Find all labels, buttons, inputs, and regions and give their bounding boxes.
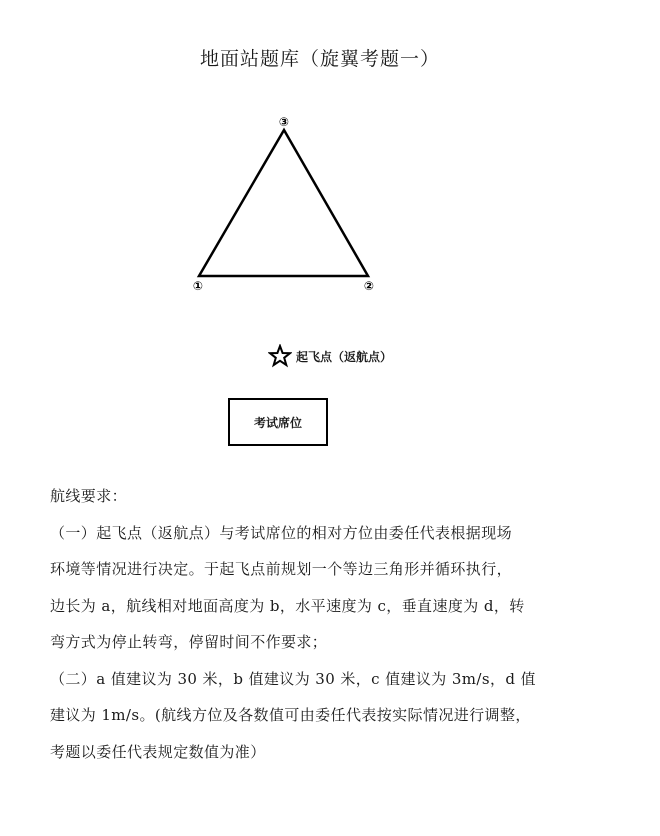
page-title: 地面站题库（旋翼考题一）	[199, 48, 440, 70]
requirement-line: 建议为 1m/s。(航线方位及各数值可由委任代表按实际情况进行调整，	[50, 706, 531, 724]
requirement-line: 考题以委任代表规定数值为准）	[50, 742, 266, 761]
takeoff-point-marker	[268, 344, 392, 368]
requirement-line: 弯方式为停止转弯，停留时间不作要求；	[50, 633, 328, 651]
route-requirements	[50, 478, 610, 770]
requirement-line: 环境等情况进行决定。于起飞点前规划一个等边三角形并循环执行，	[50, 560, 513, 578]
requirement-line: （一）起飞点（返航点）与考试席位的相对方位由委任代表根据现场	[50, 523, 513, 542]
triangle-route-diagram	[0, 0, 660, 300]
requirement-line: 边长为 a，航线相对地面高度为 b，水平速度为 c，垂直速度为 d，转	[50, 596, 525, 615]
takeoff-point-label: 起飞点（返航点）	[296, 349, 393, 364]
vertex-label-1: ①	[192, 279, 204, 293]
requirement-line: （二）a 值建议为 30 米，b 值建议为 30 米，c 值建议为 3m/s，d 值	[50, 669, 536, 688]
vertex-label-3: ③	[278, 115, 290, 129]
requirements-heading: 航线要求：	[50, 487, 128, 505]
exam-seat-label: 考试席位	[253, 415, 302, 430]
equilateral-triangle-route	[199, 130, 368, 276]
star-outline-icon	[268, 344, 292, 368]
exam-seat-box	[228, 398, 328, 446]
vertex-label-2: ②	[363, 279, 375, 293]
